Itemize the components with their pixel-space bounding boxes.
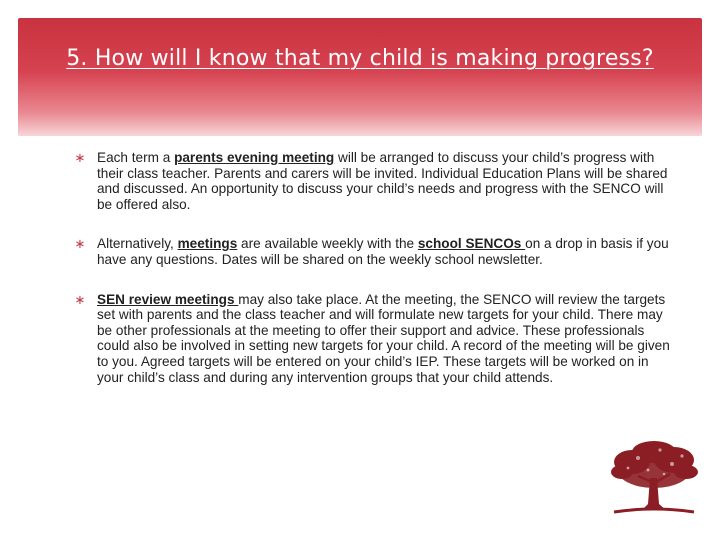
bullet-text: Alternatively, [97,236,178,252]
bullet-text: on a drop in basis if you have any questions. Dates will be shared on the weekly school newsletter. [97,236,669,267]
asterisk-bullet-icon: ∗ [74,291,86,307]
keyword-link: parents evening meeting [174,150,335,165]
asterisk-bullet-icon: ∗ [74,150,86,165]
bullet-text: are available weekly with the [237,236,418,252]
bullet-text: Each term a [97,150,175,165]
tree-logo-icon [608,438,700,518]
list-item [73,292,673,386]
title-banner [18,18,702,136]
keyword-link: school SENCOs [417,236,526,252]
bullet-text: may also take place. At the meeting, the SENCO will review the targets set with parents and the class teacher and will formulate new targets for your child. There may be other professionals at the meeting to offer their support and advice. These professionals could also be involved in setting new targets for your child. A record of the meeting will be given to you. Agreed targets will be entered on your child’s IEP. These targets will be worked on in your child’s class and during any intervention groups that your child attends. [97,291,670,385]
slide-title: 5. How will I know that my child is making progress? [66,46,654,71]
asterisk-bullet-icon: ∗ [74,236,86,252]
bullet-text: will be arranged to discuss your child’s progress with their class teacher. Parents and carers will be invited. Individual Education Plans will be shared and discussed. An opportunity to discuss your child’s needs and progress with the SENCO will be offered also. [97,150,668,212]
list-item [73,150,673,212]
list-item [73,236,673,267]
bullet-list [73,150,673,385]
keyword-link: SEN review meetings [97,291,239,307]
keyword-link: meetings [177,236,238,252]
